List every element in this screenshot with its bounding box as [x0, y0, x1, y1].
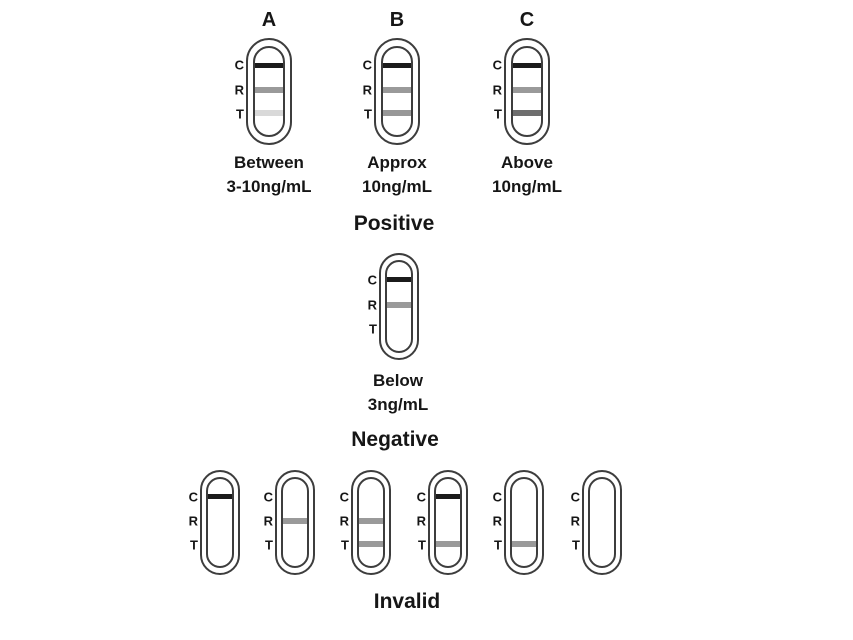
caption-line2: 3-10ng/mL: [226, 177, 312, 196]
cassette-letter-a: A: [261, 9, 277, 31]
result-window: [588, 477, 616, 568]
crt-labels: [363, 253, 377, 360]
crt-labels: [259, 470, 273, 575]
cassette-letter-c: C: [519, 9, 535, 31]
crt-labels: [566, 470, 580, 575]
crt-labels: [488, 470, 502, 575]
cassette-invalid-6: [566, 470, 622, 575]
caption-line1: Between: [234, 153, 304, 172]
cassette-invalid-3: [335, 470, 391, 575]
test-line: [359, 541, 383, 547]
caption-line1: Above: [501, 153, 553, 172]
r-line-label: R: [362, 82, 372, 98]
cassette-invalid-1: [184, 470, 240, 575]
reference-line: [208, 518, 232, 524]
test-line: [590, 541, 614, 547]
t-line-label: T: [369, 321, 377, 337]
cassette-body: [379, 253, 419, 360]
t-line-label: T: [265, 537, 273, 553]
control-line: [255, 63, 283, 68]
cassette-body: [582, 470, 622, 575]
crt-labels: [230, 38, 244, 145]
control-line: [383, 63, 411, 68]
r-line-label: R: [263, 513, 273, 529]
control-line: [283, 494, 307, 499]
test-line: [387, 325, 411, 331]
c-line-label: C: [570, 489, 580, 505]
reference-line: [387, 302, 411, 308]
cassette-body: [200, 470, 240, 575]
caption-line1: Below: [372, 371, 424, 390]
cassette-positive-a: [230, 9, 292, 145]
t-line-label: T: [190, 537, 198, 553]
control-line: [359, 494, 383, 499]
c-line-label: C: [188, 489, 198, 505]
c-line-label: C: [416, 489, 426, 505]
result-window: [357, 477, 385, 568]
cassette-positive-c: [488, 9, 550, 145]
invalid-section-label: Invalid: [373, 590, 441, 613]
cassette-invalid-5: [488, 470, 544, 575]
t-line-label: T: [494, 537, 502, 553]
r-line-label: R: [570, 513, 580, 529]
crt-labels: [335, 470, 349, 575]
control-line: [387, 277, 411, 282]
reference-line: [383, 87, 411, 93]
control-line: [436, 494, 460, 499]
negative-section-label: Negative: [351, 428, 439, 451]
c-line-label: C: [492, 57, 502, 73]
caption-line1: Approx: [367, 153, 427, 172]
crt-labels: [412, 470, 426, 575]
t-line-label: T: [418, 537, 426, 553]
crt-labels: [184, 470, 198, 575]
r-line-label: R: [367, 297, 377, 313]
test-line: [513, 110, 541, 116]
reference-line: [512, 518, 536, 524]
c-line-label: C: [263, 489, 273, 505]
cassette-positive-b: [358, 9, 420, 145]
test-line: [208, 541, 232, 547]
c-line-label: C: [367, 272, 377, 288]
result-window: [281, 477, 309, 568]
reference-line: [255, 87, 283, 93]
r-line-label: R: [188, 513, 198, 529]
cassette-body: [504, 38, 550, 145]
t-line-label: T: [341, 537, 349, 553]
crt-labels: [358, 38, 372, 145]
r-line-label: R: [492, 82, 502, 98]
cassette-body: [275, 470, 315, 575]
cassette-body: [246, 38, 292, 145]
caption-positive-c: [447, 151, 607, 199]
control-line: [590, 494, 614, 499]
reference-line: [590, 518, 614, 524]
cassette-letter-b: B: [389, 9, 405, 31]
reference-line: [359, 518, 383, 524]
cassette-invalid-2: [259, 470, 315, 575]
r-line-label: R: [339, 513, 349, 529]
test-line: [283, 541, 307, 547]
t-line-label: T: [364, 106, 372, 122]
r-line-label: R: [234, 82, 244, 98]
cassette-body: [351, 470, 391, 575]
cassette-body: [504, 470, 544, 575]
c-line-label: C: [492, 489, 502, 505]
test-line: [383, 110, 411, 116]
test-line: [512, 541, 536, 547]
c-line-label: C: [339, 489, 349, 505]
positive-section-label: Positive: [353, 212, 435, 235]
caption-line2: 10ng/mL: [362, 177, 432, 196]
result-window: [253, 46, 285, 137]
control-line: [512, 494, 536, 499]
c-line-label: C: [234, 57, 244, 73]
test-line: [436, 541, 460, 547]
result-window: [381, 46, 413, 137]
result-window: [511, 46, 543, 137]
reference-line: [513, 87, 541, 93]
r-line-label: R: [416, 513, 426, 529]
t-line-label: T: [236, 106, 244, 122]
t-line-label: T: [494, 106, 502, 122]
control-line: [513, 63, 541, 68]
t-line-label: T: [572, 537, 580, 553]
result-window: [434, 477, 462, 568]
cassette-negative: [363, 253, 419, 360]
caption-line2: 3ng/mL: [367, 395, 429, 414]
cassette-body: [428, 470, 468, 575]
c-line-label: C: [362, 57, 372, 73]
result-window: [510, 477, 538, 568]
test-line: [255, 110, 283, 116]
control-line: [208, 494, 232, 499]
cassette-body: [374, 38, 420, 145]
crt-labels: [488, 38, 502, 145]
result-window: [206, 477, 234, 568]
cassette-invalid-4: [412, 470, 468, 575]
caption-line2: 10ng/mL: [492, 177, 562, 196]
result-window: [385, 260, 413, 353]
r-line-label: R: [492, 513, 502, 529]
reference-line: [283, 518, 307, 524]
reference-line: [436, 518, 460, 524]
caption-negative: [318, 369, 478, 417]
